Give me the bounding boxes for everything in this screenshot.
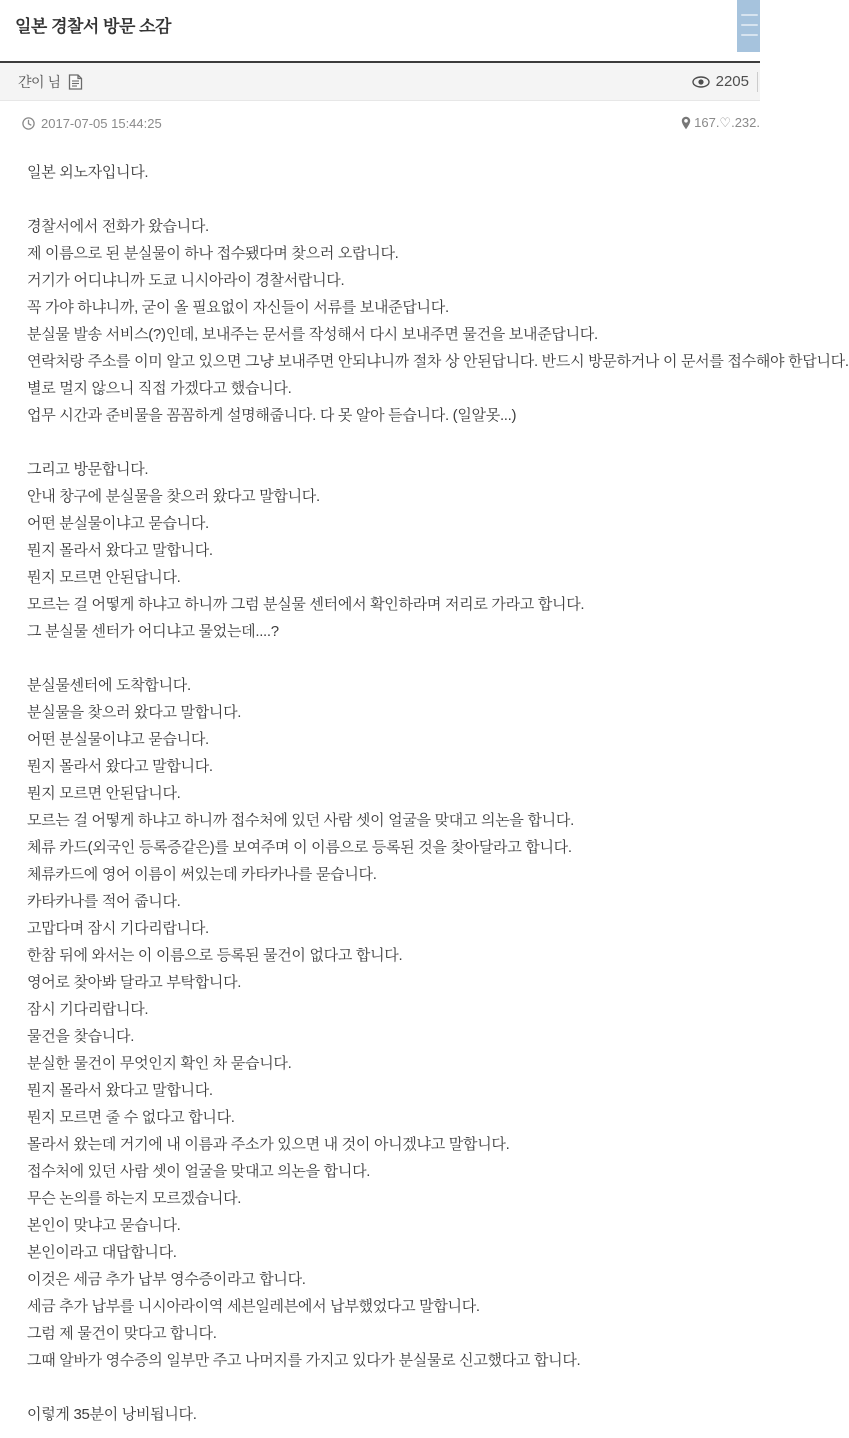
- post-meta-row: [0, 101, 760, 145]
- body-paragraph: 분실물센터에 도착합니다.: [27, 677, 191, 694]
- body-paragraph: 이렇게 35분이 낭비됩니다.: [27, 1406, 197, 1423]
- body-paragraph: 뭔지 모르면 줄 수 없다고 합니다.: [27, 1109, 235, 1126]
- body-paragraph: 이것은 세금 추가 납부 영수증이라고 합니다.: [27, 1271, 306, 1288]
- body-paragraph: 그럼 제 물건이 맞다고 합니다.: [27, 1325, 217, 1342]
- body-paragraph: 잠시 기다리랍니다.: [27, 1001, 149, 1018]
- body-paragraph: 연락처랑 주소를 이미 알고 있으면 그냥 보내주면 안되냐니까 절차 상 안된답니다. 반드시 방문하거나 이 문서를 접수해야 한답니다.: [27, 353, 849, 370]
- body-paragraph: 거기가 어디냐니까 도쿄 니시아라이 경찰서랍니다.: [27, 272, 345, 289]
- body-paragraph: 별로 멀지 않으니 직접 가겠다고 했습니다.: [27, 380, 292, 397]
- body-paragraph: 일본 외노자입니다.: [27, 164, 149, 181]
- body-paragraph: 분실물을 찾으러 왔다고 말합니다.: [27, 704, 242, 721]
- post-datetime-block: [22, 116, 162, 131]
- body-paragraph: [27, 429, 750, 456]
- author-block[interactable]: [18, 72, 83, 92]
- body-paragraph: 뭔지 모르면 안된답니다.: [27, 785, 181, 802]
- widget-decoration: [741, 14, 758, 16]
- body-paragraph: 뭔지 몰라서 왔다고 말합니다.: [27, 758, 213, 775]
- view-count-block: [692, 73, 749, 90]
- page-title: 일본 경찰서 방문 소감: [15, 17, 171, 36]
- body-paragraph: 세금 추가 납부를 니시아라이역 세븐일레븐에서 납부했었다고 말합니다.: [27, 1298, 480, 1315]
- body-paragraph: [27, 645, 750, 672]
- post-body: [0, 145, 849, 1428]
- body-paragraph: 영어로 찾아봐 달라고 부탁합니다.: [27, 974, 242, 991]
- body-paragraph: 꼭 가야 하냐니까, 굳이 올 필요없이 자신들이 서류를 보내준답니다.: [27, 299, 449, 316]
- body-paragraph: [27, 1374, 750, 1401]
- post-datetime: 2017-07-05 15:44:25: [41, 115, 162, 131]
- widget-decoration: [741, 24, 758, 26]
- body-paragraph: 제 이름으로 된 분실물이 하나 접수됐다며 찾으러 오랍니다.: [27, 245, 399, 262]
- post-header-bar: [0, 61, 760, 101]
- widget-decoration: [741, 34, 758, 36]
- body-paragraph: 물건을 찾습니다.: [27, 1028, 135, 1045]
- body-paragraph: 어떤 분실물이냐고 묻습니다.: [27, 515, 209, 532]
- body-paragraph: 그때 알바가 영수증의 일부만 주고 나머지를 가지고 있다가 분실물로 신고했다고 합니다.: [27, 1352, 581, 1369]
- body-paragraph: 본인이 맞냐고 묻습니다.: [27, 1217, 181, 1234]
- author-name: 갼이 님: [18, 73, 61, 90]
- body-paragraph: 한참 뒤에 와서는 이 이름으로 등록된 물건이 없다고 합니다.: [27, 947, 403, 964]
- body-paragraph: 뭔지 모르면 안된답니다.: [27, 569, 181, 586]
- body-paragraph: 체류 카드(외국인 등록증같은)를 보여주며 이 이름으로 등록된 것을 찾아달라고 합니다.: [27, 839, 572, 856]
- view-count: 2205: [715, 73, 749, 90]
- body-paragraph: 분실한 물건이 무엇인지 확인 차 묻습니다.: [27, 1055, 292, 1072]
- floating-widget-button[interactable]: [737, 0, 760, 52]
- body-paragraph: [27, 186, 750, 213]
- header-divider: [757, 72, 758, 92]
- body-paragraph: 본인이라고 대답합니다.: [27, 1244, 177, 1261]
- eye-icon: [692, 76, 710, 88]
- clock-icon: [22, 117, 35, 130]
- body-paragraph: 모르는 걸 어떻게 하냐고 하니까 접수처에 있던 사람 셋이 얼굴을 맞대고 의논을 합니다.: [27, 812, 574, 829]
- location-pin-icon: [681, 116, 691, 130]
- body-paragraph: 접수처에 있던 사람 셋이 얼굴을 맞대고 의논을 합니다.: [27, 1163, 371, 1180]
- body-paragraph: 뭔지 몰라서 왔다고 말합니다.: [27, 542, 213, 559]
- body-paragraph: 뭔지 몰라서 왔다고 말합니다.: [27, 1082, 213, 1099]
- body-paragraph: 카타카나를 적어 줍니다.: [27, 893, 181, 910]
- memo-icon[interactable]: [68, 74, 83, 90]
- body-paragraph: 그 분실물 센터가 어디냐고 물었는데....?: [27, 623, 279, 640]
- author-ip: 167.♡.232.: [694, 115, 760, 130]
- body-paragraph: 무슨 논의를 하는지 모르겠습니다.: [27, 1190, 242, 1207]
- body-paragraph: 안내 창구에 분실물을 찾으러 왔다고 말합니다.: [27, 488, 320, 505]
- body-paragraph: 업무 시간과 준비물을 꼼꼼하게 설명해줍니다. 다 못 알아 듣습니다. (일알못...): [27, 407, 517, 424]
- body-paragraph: 그리고 방문합니다.: [27, 461, 149, 478]
- body-paragraph: 모르는 걸 어떻게 하냐고 하니까 그럼 분실물 센터에서 확인하라며 저리로 가라고 합니다.: [27, 596, 585, 613]
- body-paragraph: 분실물 발송 서비스(?)인데, 보내주는 문서를 작성해서 다시 보내주면 물건을 보내준답니다.: [27, 326, 598, 343]
- body-paragraph: 체류카드에 영어 이름이 써있는데 카타카나를 묻습니다.: [27, 866, 377, 883]
- body-paragraph: 몰라서 왔는데 거기에 내 이름과 주소가 있으면 내 것이 아니겠냐고 말합니다.: [27, 1136, 510, 1153]
- body-paragraph: 고맙다며 잠시 기다리랍니다.: [27, 920, 209, 937]
- header-stats: [692, 72, 760, 92]
- body-paragraph: 어떤 분실물이냐고 묻습니다.: [27, 731, 209, 748]
- author-ip-block: [681, 115, 760, 131]
- body-paragraph: 경찰서에서 전화가 왔습니다.: [27, 218, 209, 235]
